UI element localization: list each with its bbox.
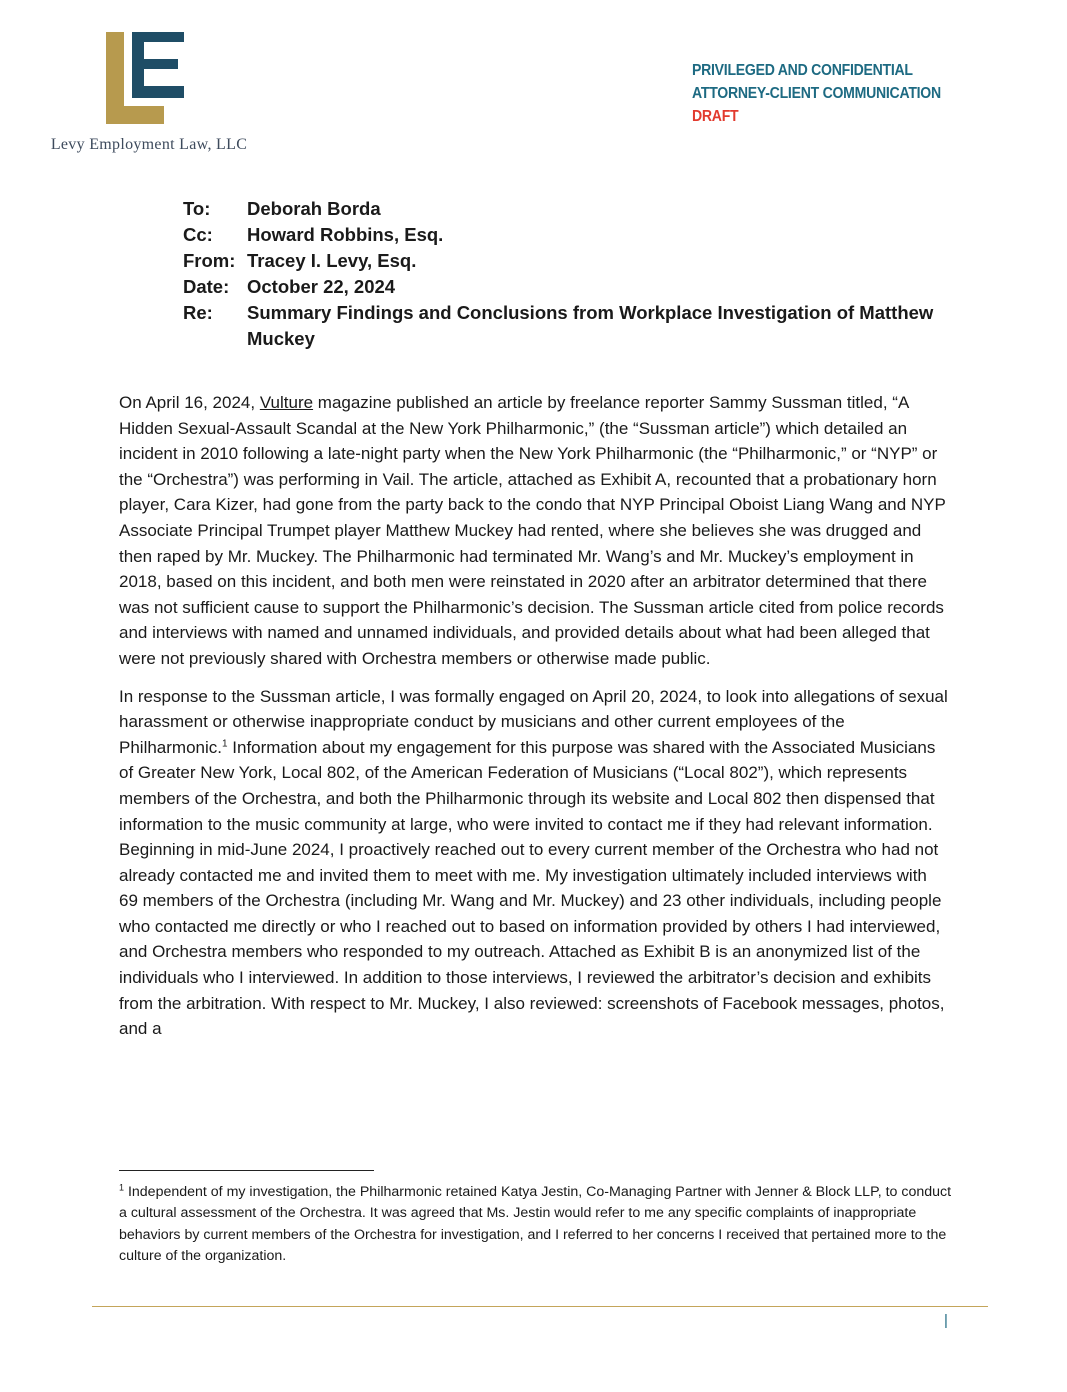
date-value: October 22, 2024 — [247, 276, 396, 297]
memo-body — [119, 390, 949, 1054]
page-marker: | — [944, 1312, 948, 1329]
re-value: Summary Findings and Conclusions from Workplace Investigation of Matthew Muckey — [247, 302, 934, 349]
cc-label: Cc: — [183, 224, 213, 245]
memo-from-row — [183, 248, 943, 274]
to-value: Deborah Borda — [247, 198, 381, 219]
memo-re-row — [183, 300, 943, 352]
llc-monogram-icon — [106, 32, 186, 124]
footer-divider — [92, 1306, 988, 1307]
from-label: From: — [183, 250, 236, 271]
footnote-number: 1 — [119, 1182, 125, 1193]
from-value: Tracey I. Levy, Esq. — [247, 250, 417, 271]
p2-text-a: In response to the Sussman article, I was formally engaged on April 20, 2024, to look into allegations of sexual harassment or otherwise inappropriate conduct by musicians and other current employees of the Philharmonic. — [119, 686, 948, 757]
privileged-label: PRIVILEGED AND CONFIDENTIAL — [692, 62, 913, 79]
p2-text-b: Information about my engagement for this purpose was shared with the Associated Musicians of Greater New York, Local 802, of the American Federation of Musicians (“Local 802”), which represents members of the Orchestra, and both the Philharmonic through its website and Local 802 then dispensed that information to the music community at large, who were invited to contact me if they had relevant information. Beginning in mid-June 2024, I proactively reached out to every current member of the Orchestra who had not already contacted me and invited them to meet with me. My investigation ultimately included interviews with 69 members of the Orchestra (including Mr. Wang and Mr. Muckey) and 23 other individuals, including people who contacted me directly or who I reached out to based on information provided by others I had interviewed, and Orchestra members who responded to my outreach. Attached as Exhibit B is an anonymized list of the individuals who I interviewed. In addition to those interviews, I reviewed the arbitrator’s decision and exhibits from the arbitration. With respect to Mr. Muckey, I also reviewed: screenshots of Facebook messages, photos, and a — [119, 737, 945, 1039]
footnote-divider — [119, 1170, 374, 1171]
confidentiality-notice — [692, 59, 941, 128]
memo-cc-row — [183, 222, 943, 248]
attorney-client-label: ATTORNEY-CLIENT COMMUNICATION — [692, 85, 941, 102]
re-label: Re: — [183, 302, 213, 323]
footnote — [119, 1182, 959, 1267]
memo-date-row — [183, 274, 943, 300]
firm-name: Levy Employment Law, LLC — [50, 136, 248, 153]
footnote-text: Independent of my investigation, the Philharmonic retained Katya Jestin, Co-Managing Partner with Jenner & Block LLP, to conduct a cultural assessment of the Orchestra. It was agreed that Ms. Jestin would refer to me any specific complaints of inappropriate behaviors by current members of the Orchestra for investigation, and I referred to her concerns I received that pertained more to the culture of the organization. — [119, 1184, 952, 1264]
p1-text-b: magazine published an article by freelance reporter Sammy Sussman titled, “A Hidden Sexual-Assault Scandal at the New York Philharmonic,” (the “Sussman article”) which detailed an incident in 2010 following a late-night party when the New York Philharmonic (the “Philharmonic,” or “NYP” or the “Orchestra”) was performing in Vail. The article, attached as Exhibit A, recounted that a probationary horn player, Cara Kizer, had gone from the party back to the condo that NYP Principal Oboist Liang Wang and NYP Associate Principal Trumpet player Matthew Muckey had rented, where she believes she was drugged and then raped by Mr. Muckey. The Philharmonic had terminated Mr. Wang’s and Mr. Muckey’s employment in 2018, based on this incident, and both men were reinstated in 2020 after an arbitrator determined that there was not sufficient cause to support the Philharmonic’s decision. The Sussman article cited from police records and interviews with named and unnamed individuals, and provided details about what had been alleged that were not previously shared with Orchestra members or otherwise made public. — [119, 393, 946, 668]
p1-text-a: On April 16, 2024, — [119, 393, 260, 412]
vulture-link[interactable]: Vulture — [259, 393, 314, 412]
draft-label: DRAFT — [692, 108, 739, 125]
footnote-ref: 1 — [222, 738, 228, 750]
date-label: Date: — [183, 276, 230, 297]
paragraph-2 — [119, 684, 949, 1042]
to-label: To: — [183, 198, 211, 219]
memo-header — [183, 196, 943, 352]
paragraph-1 — [119, 390, 949, 672]
memo-to-row — [183, 196, 943, 222]
cc-value: Howard Robbins, Esq. — [247, 224, 444, 245]
firm-logo — [42, 28, 252, 158]
